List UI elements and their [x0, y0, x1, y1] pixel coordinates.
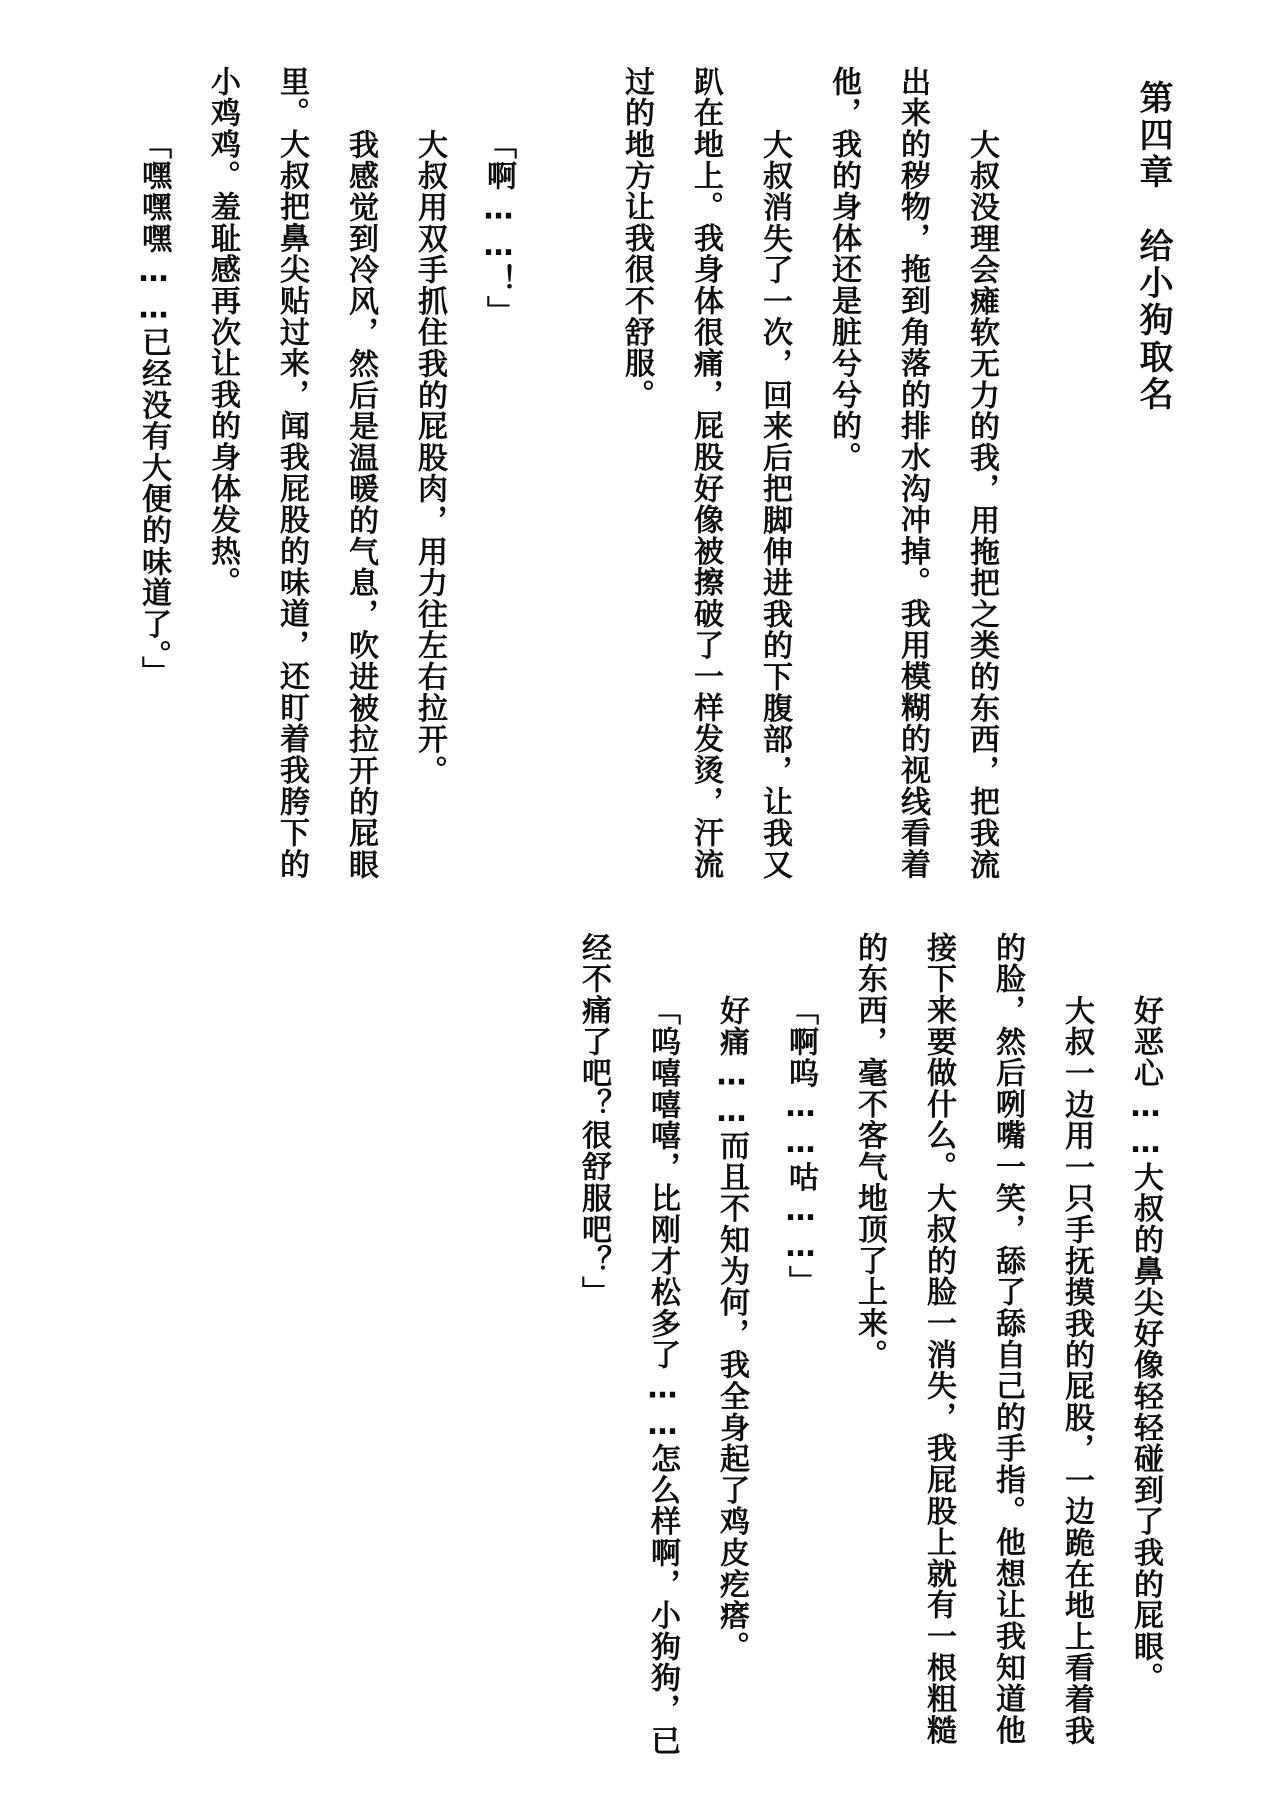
text-line: 的脸，然后咧嘴一笑，舔了舔自己的手指。他想让我知道他	[990, 932, 1025, 1746]
blank-line	[533, 66, 602, 884]
text-line: 经不痛了吧？很舒服吧？」	[576, 932, 611, 1308]
text-line: 小鸡鸡。羞耻感再次让我的身体发热。	[205, 66, 240, 599]
chapter-title: 第四章 给小狗取名	[1133, 80, 1173, 413]
text-line: 他，我的身体还是脏兮兮的。	[826, 66, 861, 473]
text-line: 「啊呜……咕……」	[783, 995, 818, 1297]
text-line: 好恶心……大叔的鼻尖好像轻轻碰到了我的屁眼。	[1128, 995, 1163, 1694]
text-line: 的东西，毫不客气地顶了上来。	[852, 932, 887, 1371]
upper-text-block	[119, 66, 1016, 884]
text-line: 大叔用双手抓住我的屁股肉，用力往左右拉开。	[412, 129, 447, 787]
text-line: 「嘿嘿嘿……已经没有大便的味道了。」	[136, 129, 171, 688]
text-line: 过的地方让我很不舒服。	[619, 66, 654, 411]
text-line: 接下来要做什么。大叔的脸一消失，我屁股上就有一根粗糙	[921, 932, 956, 1746]
text-line: 大叔一边用一只手抚摸我的屁股，一边跪在地上看着我	[1059, 995, 1094, 1747]
text-line: 大叔消失了一次，回来后把脚伸进我的下腹部，让我又	[757, 129, 792, 881]
text-line: 我感觉到冷风，然后是温暖的气息，吹进被拉开的屁眼	[343, 129, 378, 881]
text-line: 「呜嘻嘻嘻，比刚才松多了……怎么样啊，小狗狗，已	[645, 995, 680, 1757]
lower-text-block	[559, 932, 1180, 1757]
text-line: 趴在地上。我身体很痛，屁股好像被擦破了一样发烫，汗流	[688, 66, 723, 880]
text-line: 好痛……而且不知为何，我全身起了鸡皮疙瘩。	[714, 995, 749, 1663]
text-line: 出来的秽物，拖到角落的排水沟冲掉。我用模糊的视线看着	[895, 66, 930, 880]
text-line: 「啊……！」	[481, 129, 516, 327]
text-line: 大叔没理会瘫软无力的我，用拖把之类的东西，把我流	[964, 129, 999, 881]
text-line: 里。大叔把鼻尖贴过来，闻我屁股的味道，还盯着我胯下的	[274, 66, 309, 880]
